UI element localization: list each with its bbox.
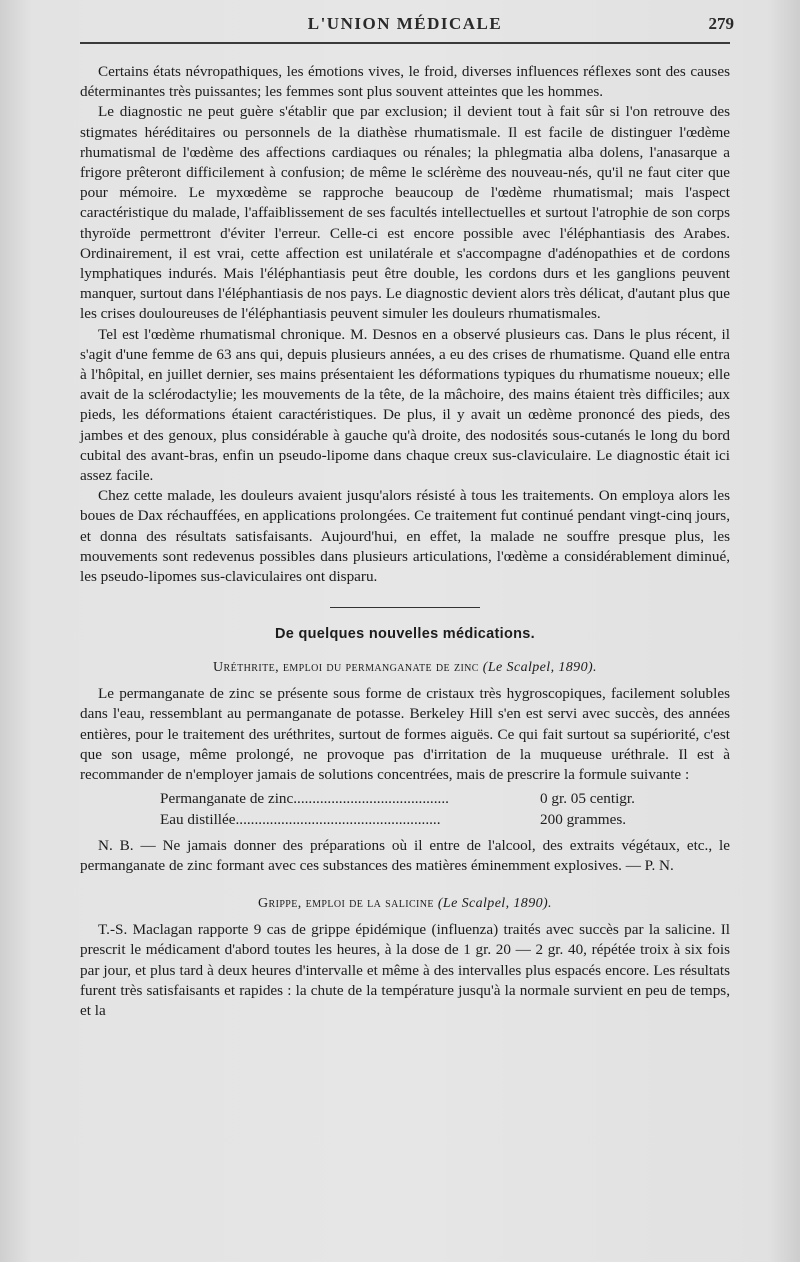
paragraph: Tel est l'œdème rhumatismal chronique. M. Desnos en a observé plusieurs cas. Dans le plus récent, il s'agit d'une femme de 63 ans qui, depuis plusieurs années, a eu des crises de rhumatisme. Quand elle entra à l'hôpital, en juillet dernier, ses mains présentaient les déformations typiques du rhumatisme noueux; elle avait de la sclérodactylie; les mouvements de la tête, de la mâchoire, des mains étaient très difficiles; aux pieds, les déformations étaient caractéristiques. De plus, il y avait un œdème prononcé des pieds, des jambes et des genoux, plus considérable à gauche qu'à droite, des nodosités sous-cutanés le long du bord cubital des avant-bras, enfin un pseudo-lipome dans chaque creux sus-claviculaire. Le diagnostic était ici assez facile.	[80, 325, 730, 485]
paragraph: Le permanganate de zinc se présente sous forme de cristaux très hygroscopiques, facilement solubles dans l'eau, ressemblant au permanganate de potasse. Berkeley Hill s'en est servi avec succès, des années entières, pour le traitement des uréthrites, surtout de formes aiguës. Ce qui fait surtout sa supériorité, c'est que son usage, même prolongé, ne provoque pas d'irritation de la muqueuse uréthrale. Il est à recommander de n'employer jamais de solutions concentrées, mais de prescrire la formule suivante :	[80, 685, 730, 784]
article-title-main: Grippe, emploi de la salicine	[258, 896, 434, 912]
body-text	[80, 62, 730, 587]
journal-title: L'UNION MÉDICALE	[307, 14, 503, 33]
formula-ingredient: Eau distillée......................................................	[160, 810, 441, 828]
formula-quantity: 0 gr. 05 centigr.	[540, 790, 635, 808]
section-title: De quelques nouvelles médications.	[275, 626, 535, 643]
article-title-source: (Le Scalpel, 1890).	[437, 896, 552, 912]
article-title-source: (Le Scalpel, 1890).	[482, 660, 597, 676]
page-number: 279	[708, 14, 734, 33]
paragraph: Le diagnostic ne peut guère s'établir que par exclusion; il devient tout à fait sûr si l'on retrouve des stigmates héréditaires ou personnels de la diathèse rhumatismale. Il est facile de distinguer l'œdème rhumatismal de l'œdème des affections cardiaques ou rénales; la phlegmatia alba dolens, l'anasarque a frigore prêteront difficilement à confusion; de même le sclérème des nouveau-nés, qu'il ne faut citer que pour mémoire. Le myxœdème se rapproche beaucoup de l'œdème rhumatismal; mais l'aspect caractéristique du malade, l'affaiblissement de ses facultés intellectuelles et surtout l'atrophie de son corps thyroïde permettront d'éviter l'erreur. Celle-ci est encore possible avec l'éléphantiasis des Arabes. Ordinairement, il est vrai, cette affection est unilatérale et s'accompagne d'adénopathies et de cordons lymphatiques indurés. Mais l'éléphantiasis peut être double, les cordons durs et les ganglions peuvent manquer, surtout dans l'éléphantiasis de nos pays. Le diagnostic devient alors très délicat, d'autant plus que les crises douloureuses de l'éléphantiasis peuvent simuler les douleurs rhumatismales.	[80, 103, 730, 323]
paragraph: Certains états névropathiques, les émotions vives, le froid, diverses influences réflexes sont des causes déterminantes très puissantes; les femmes sont plus souvent atteintes que les hommes.	[80, 63, 730, 101]
formula-ingredient: Permanganate de zinc.........................................	[160, 790, 449, 808]
paragraph: T.-S. Maclagan rapporte 9 cas de grippe épidémique (influenza) traités avec succès par la salicine. Il prescrit le médicament d'abord toutes les heures, à la dose de 1 gr. 20 — 2 gr. 40, répétée troix à six fois par jour, et plus tard à deux heures d'intervalle et même à des intervalles plus espacés encore. Les résultats furent très satisfaisants et rapides : la chute de la température jusqu'à la normale survient en peu de temps, et la	[80, 921, 730, 1019]
running-header	[80, 0, 734, 44]
note-paragraph: N. B. — Ne jamais donner des préparations où il entre de l'alcool, des extraits végétaux, etc., le permanganate de zinc formant avec ces substances des matières éminemment explosives. — P. N.	[80, 836, 730, 874]
paragraph: Chez cette malade, les douleurs avaient jusqu'alors résisté à tous les traitements. On employa alors les boues de Dax réchauffées, en applications prolongées. Ce traitement fut continué pendant vingt-cinq jours, et donna des résultats satisfaisants. Aujourd'hui, en effet, la malade ne souffre presque plus, les mouvements sont redevenus possibles dans plusieurs articulations, l'œdème a considérablement diminué, les pseudo-lipomes sus-claviculaires ont disparu.	[80, 487, 730, 586]
formula-row	[160, 810, 680, 830]
article-title	[80, 896, 730, 912]
formula-row	[160, 789, 680, 809]
article-title	[80, 660, 730, 676]
section-divider	[330, 607, 480, 608]
formula-quantity: 200 grammes.	[540, 810, 627, 828]
article-title-main: Uréthrite, emploi du permanganate de zinc	[213, 660, 479, 676]
prescription-formula	[160, 789, 730, 829]
